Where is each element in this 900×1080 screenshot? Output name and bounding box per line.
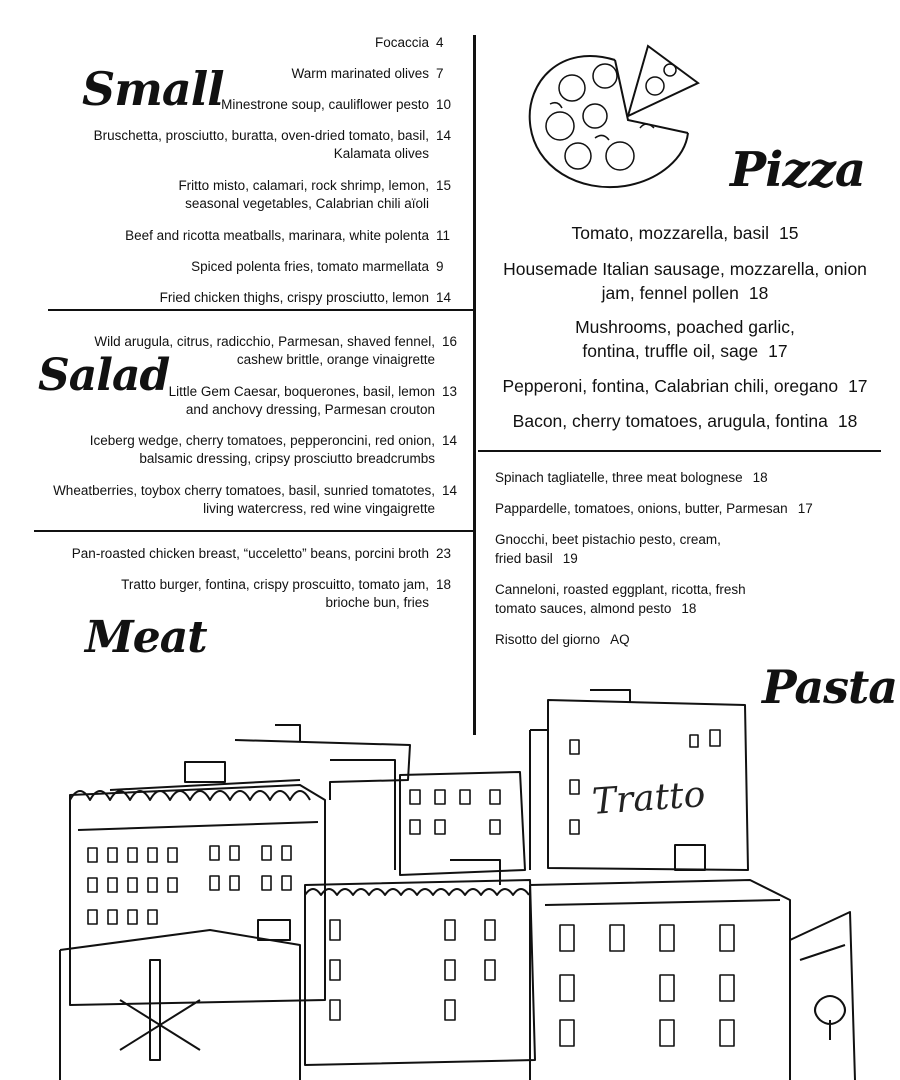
menu-item: Warm marinated olives 7 — [291, 66, 444, 81]
menu-item: Wheatberries, toybox cherry tomatoes, basil, sunried tomatotes, living watercress, red wine vingaigrette 14 — [53, 483, 458, 516]
pizza-item: Mushrooms, poached garlic, fontina, truffle oil, sage 17 — [575, 317, 795, 361]
menu-item: Minestrone soup, cauliflower pesto 10 — [221, 97, 452, 112]
menu-item: Focaccia 4 — [374, 35, 444, 50]
menu-item: Fritto misto, calamari, rock shrimp, lemon, seasonal vegetables, Calabrian chili aïoli 15 — [178, 178, 452, 211]
pasta-item: Spinach tagliatelle, three meat bolognese 18 — [495, 470, 768, 485]
section-title-small: Small — [82, 62, 224, 116]
menu-item: Iceberg wedge, cherry tomatoes, pepperoncini, red onion, balsamic dressing, cripsy prosciutto breadcrumbs 14 — [89, 433, 458, 466]
pizza-item: Bacon, cherry tomatoes, arugula, fontina 18 — [512, 411, 858, 431]
tratto-sign: Tratto — [590, 774, 707, 823]
menu-item: Bruschetta, prosciutto, buratta, oven-dried tomato, basil, Kalamata olives 14 — [93, 128, 452, 161]
pizza-item: Housemade Italian sausage, mozzarella, onion jam, fennel pollen 18 — [503, 259, 867, 303]
section-title-meat: Meat — [85, 612, 207, 663]
pasta-item: Pappardelle, tomatoes, onions, butter, Parmesan 17 — [495, 501, 813, 516]
pasta-item: Canneloni, roasted eggplant, ricotta, fresh tomato sauces, almond pesto 18 — [495, 582, 746, 616]
menu-item: Little Gem Caesar, boquerones, basil, lemon and anchovy dressing, Parmesan crouton 13 — [168, 384, 458, 417]
menu-item: Beef and ricotta meatballs, marinara, white polenta 11 — [125, 228, 451, 243]
pizza-item: Tomato, mozzarella, basil 15 — [571, 223, 799, 243]
menu-item: Pan-roasted chicken breast, “ucceletto” beans, porcini broth 23 — [71, 546, 452, 561]
menu-item: Tratto burger, fontina, crispy proscuitto, tomato jam, brioche bun, fries 18 — [121, 577, 452, 610]
pasta-item: Risotto del giorno AQ — [495, 632, 630, 647]
section-title-salad: Salad — [38, 350, 170, 401]
menu-item: Wild arugula, citrus, radicchio, Parmesan, shaved fennel, cashew brittle, orange vinaigrette 16 — [94, 334, 458, 367]
menu-item: Fried chicken thighs, crispy prosciutto, lemon 14 — [159, 290, 452, 305]
pizza-item: Pepperoni, fontina, Calabrian chili, oregano 17 — [502, 376, 868, 396]
section-title-pizza: Pizza — [730, 142, 865, 198]
section-title-pasta: Pasta — [762, 660, 898, 714]
menu-item: Spiced polenta fries, tomato marmellata 9 — [191, 259, 444, 274]
pasta-item: Gnocchi, beet pistachio pesto, cream, fried basil 19 — [495, 532, 721, 566]
